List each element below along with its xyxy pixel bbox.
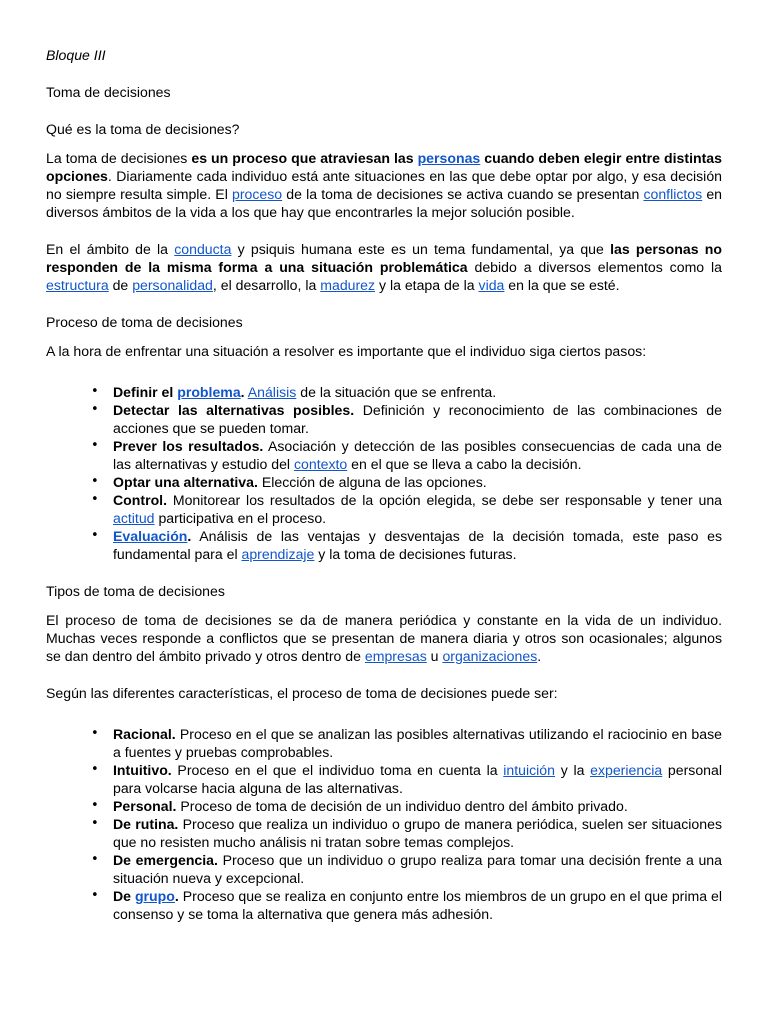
tipos-paragraph: El proceso de toma de decisiones se da de manera periódica y constante en la vida de un individuo. Muchas veces responde a conflictos que se presentan de manera diaria y otros son ocasionales; algunos se dan dentro del ámbito privado y otros dentro de empresas u organizaciones. <box>46 612 722 664</box>
link-proceso[interactable]: proceso <box>231 186 283 202</box>
link-evaluacion[interactable]: Evaluación <box>113 528 188 544</box>
intro-paragraph: La toma de decisiones es un proceso que atraviesan las personas cuando deben elegir entre distintas opciones. Diariamente cada individuo está ante situaciones en las que debe optar por algo, y esa decisión no siempre resulta simple. El proceso de la toma de decisiones se activa cuando se presentan conflictos en diversos ámbitos de la vida a los que hay que encontrarles la mejor solución posible. <box>46 150 723 220</box>
link-conducta[interactable]: conducta <box>174 241 232 257</box>
types-list <box>46 725 722 923</box>
link-estructura[interactable]: estructura <box>46 277 109 293</box>
topic-title: Toma de decisiones <box>46 84 171 100</box>
link-empresas[interactable]: empresas <box>364 648 427 664</box>
link-intuicion[interactable]: intuición <box>503 762 555 778</box>
link-problema[interactable]: problema <box>177 384 241 400</box>
list-item: • Personal. Proceso de toma de decisión de un individuo dentro del ámbito privado. <box>113 797 722 815</box>
list-item: • Evaluación. Análisis de las ventajas y desventajas de la decisión tomada, este paso es fundamental para el aprendizaje y la toma de decisiones futuras. <box>113 527 722 563</box>
proceso-intro: A la hora de enfrentar una situación a resolver es importante que el individuo siga ciertos pasos: <box>46 343 647 359</box>
tipos-intro: Según las diferentes características, el proceso de toma de decisiones puede ser: <box>46 685 558 701</box>
list-item: • Intuitivo. Proceso en el que el individuo toma en cuenta la intuición y la experiencia personal para volcarse hacia alguna de las alternativas. <box>113 761 722 797</box>
link-grupo[interactable]: grupo <box>134 888 175 904</box>
list-item: • De rutina. Proceso que realiza un individuo o grupo de manera periódica, suelen ser situaciones que no resisten mucho análisis ni tratan sobre temas complejos. <box>113 815 722 851</box>
list-item: • Prever los resultados. Asociación y detección de las posibles consecuencias de cada una de las alternativas y estudio del contexto en el que se lleva a cabo la decisión. <box>113 437 722 473</box>
proceso-heading: Proceso de toma de decisiones <box>46 314 243 330</box>
link-contexto[interactable]: contexto <box>293 456 348 472</box>
list-item: • De grupo. Proceso que se realiza en conjunto entre los miembros de un grupo en el que prima el consenso y se toma la alternativa que genera más adhesión. <box>113 887 722 923</box>
link-experiencia[interactable]: experiencia <box>590 762 663 778</box>
question-heading: Qué es la toma de decisiones? <box>46 121 240 137</box>
block-title: Bloque III <box>46 47 106 63</box>
link-aprendizaje[interactable]: aprendizaje <box>241 546 315 562</box>
link-organizaciones[interactable]: organizaciones <box>442 648 538 664</box>
link-personalidad[interactable]: personalidad <box>132 277 213 293</box>
list-item: • Racional. Proceso en el que se analizan las posibles alternativas utilizando el raciocinio en base a fuentes y pruebas comprobables. <box>113 725 722 761</box>
link-analisis[interactable]: Análisis <box>247 384 297 400</box>
ambito-paragraph: En el ámbito de la conducta y psiquis humana este es un tema fundamental, ya que las personas no responden de la misma forma a una situación problemática debido a diversos elementos como la estructura de personalidad, el desarrollo, la madurez y la etapa de la vida en la que se esté. <box>46 241 723 293</box>
steps-list <box>46 383 722 563</box>
link-conflictos[interactable]: conflictos <box>643 186 703 202</box>
link-madurez[interactable]: madurez <box>320 277 376 293</box>
list-item: • Control. Monitorear los resultados de la opción elegida, se debe ser responsable y tener una actitud participativa en el proceso. <box>113 491 722 527</box>
link-vida[interactable]: vida <box>478 277 505 293</box>
list-item: • De emergencia. Proceso que un individuo o grupo realiza para tomar una decisión frente a una situación nueva y excepcional. <box>113 851 722 887</box>
list-item: • Definir el problema. Análisis de la situación que se enfrenta. <box>113 383 722 401</box>
list-item: • Detectar las alternativas posibles. Definición y reconocimiento de las combinaciones de acciones que se pueden tomar. <box>113 401 722 437</box>
list-item: • Optar una alternativa. Elección de alguna de las opciones. <box>113 473 722 491</box>
tipos-heading: Tipos de toma de decisiones <box>46 583 225 599</box>
link-personas[interactable]: personas <box>417 150 481 166</box>
link-actitud[interactable]: actitud <box>113 510 155 526</box>
